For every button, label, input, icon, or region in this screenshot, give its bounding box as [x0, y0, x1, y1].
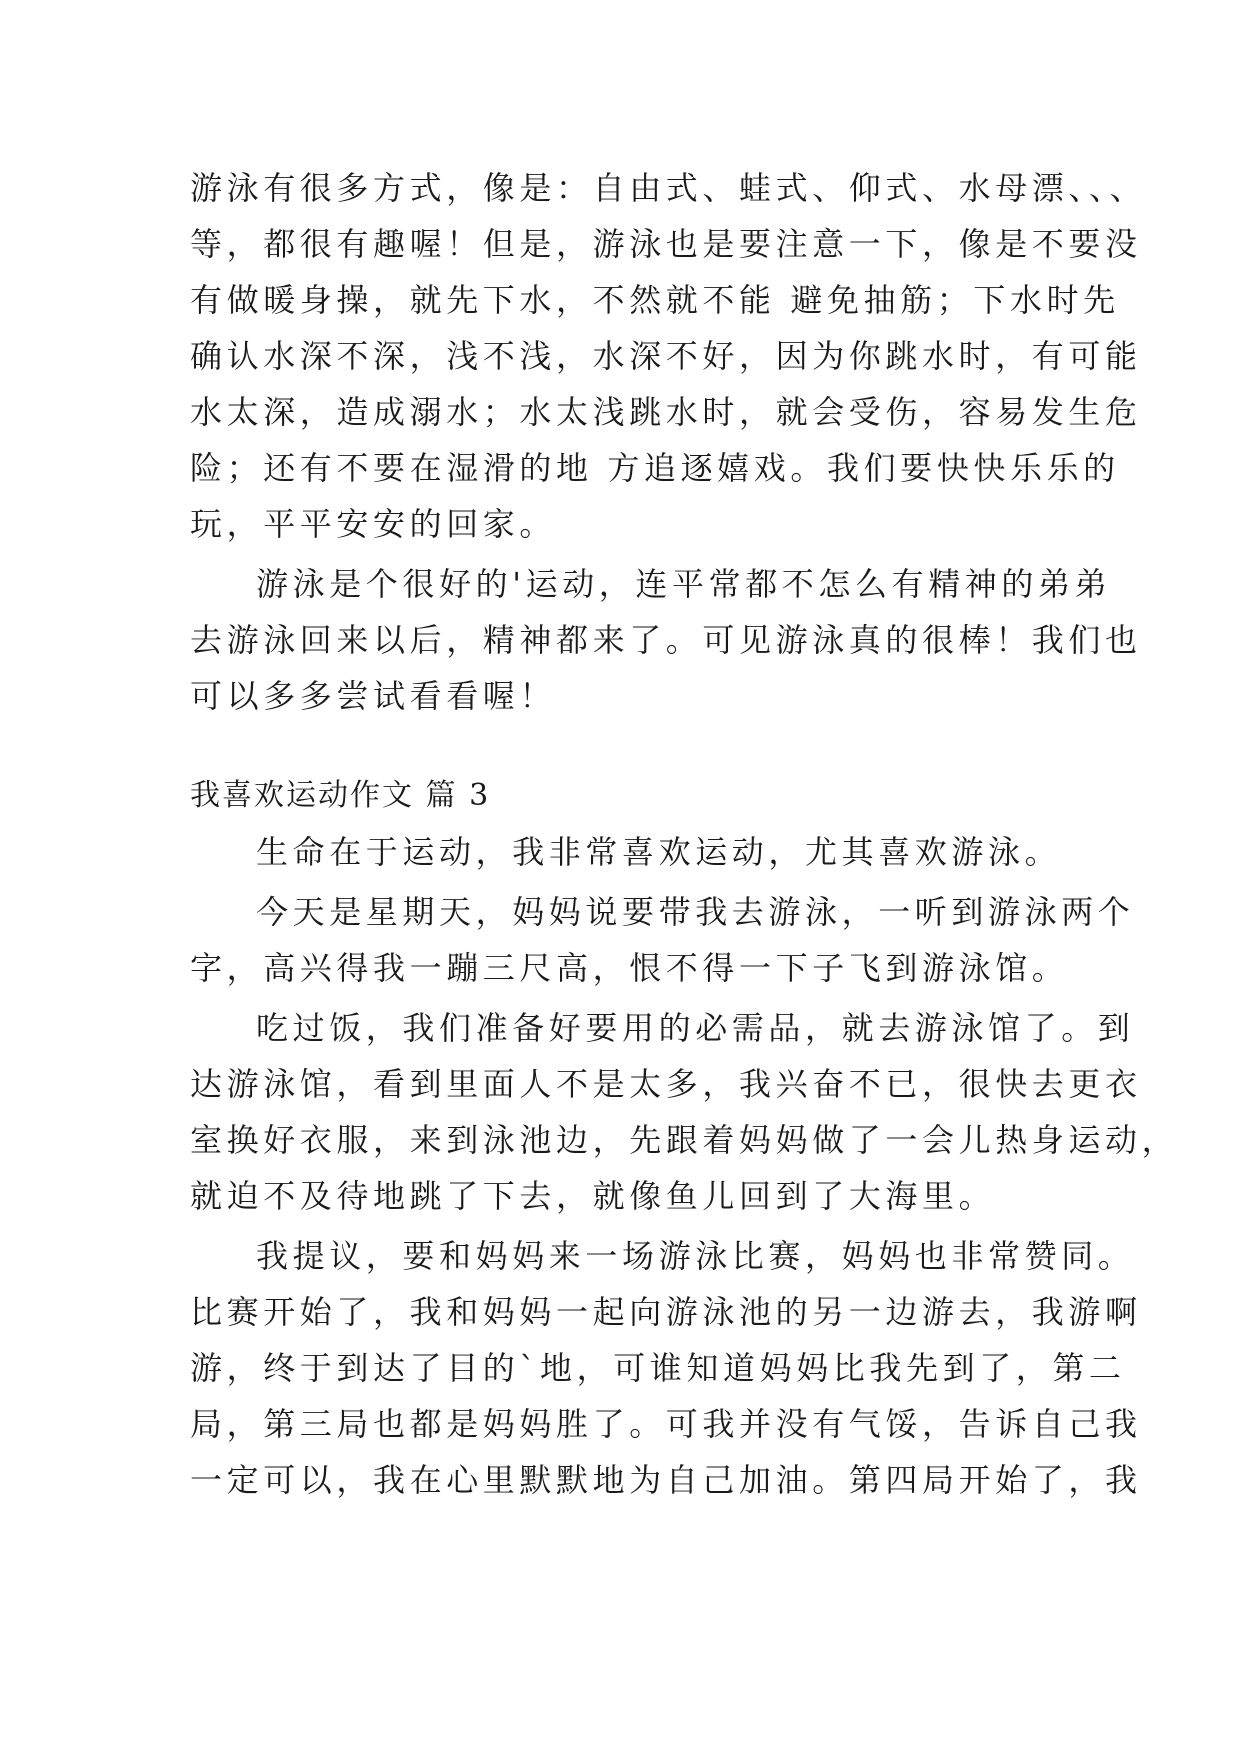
text-line: 水太深，造成溺水；水太浅跳水时，就会受伤，容易发生危 — [190, 393, 1142, 431]
text-line: 玩，平平安安的回家。 — [190, 505, 557, 543]
text-line: 险；还有不要在湿滑的地 方追逐嬉戏。我们要快快乐乐的 — [190, 449, 1120, 487]
paragraph — [190, 160, 1147, 552]
paragraph — [190, 1228, 1142, 1508]
paragraph — [190, 1000, 1179, 1224]
document-page — [190, 160, 1179, 1508]
text-line: 我提议，要和妈妈来一场游泳比赛，妈妈也非常赞同。 — [256, 1237, 1135, 1275]
text-line: 游，终于到达了目的`地，可谁知道妈妈比我先到了，第二 — [190, 1349, 1126, 1387]
text-line: 确认水深不深，浅不浅，水深不好，因为你跳水时，有可能 — [190, 337, 1142, 375]
section-heading: 我喜欢运动作文 篇 3 — [190, 778, 491, 813]
text-line: 吃过饭，我们准备好要用的必需品，就去游泳馆了。到 — [256, 1009, 1135, 1047]
text-line: 室换好衣服，来到泳池边，先跟着妈妈做了一会儿热身运动， — [190, 1121, 1179, 1159]
text-line: 字，高兴得我一蹦三尺高，恨不得一下子飞到游泳馆。 — [190, 949, 1069, 987]
text-line: 游泳是个很好的'运动，连平常都不怎么有精神的弟弟 — [256, 565, 1112, 603]
text-line: 今天是星期天，妈妈说要带我去游泳，一听到游泳两个 — [256, 893, 1135, 931]
text-line: 一定可以，我在心里默默地为自己加油。第四局开始了，我 — [190, 1461, 1142, 1499]
text-line: 可以多多尝试看看喔！ — [190, 677, 557, 715]
text-line: 等，都很有趣喔！但是，游泳也是要注意一下，像是不要没 — [190, 225, 1142, 263]
text-line: 游泳有很多方式，像是：自由式、蛙式、仰式、水母漂、、、 — [190, 169, 1147, 207]
text-line: 有做暖身操，就先下水，不然就不能 避免抽筋；下水时先 — [190, 281, 1120, 319]
text-line: 达游泳馆，看到里面人不是太多，我兴奋不已，很快去更衣 — [190, 1065, 1142, 1103]
text-line: 去游泳回来以后，精神都来了。可见游泳真的很棒！我们也 — [190, 621, 1142, 659]
text-line: 局，第三局也都是妈妈胜了。可我并没有气馁，告诉自己我 — [190, 1405, 1142, 1443]
text-line: 比赛开始了，我和妈妈一起向游泳池的另一边游去，我游啊 — [190, 1293, 1142, 1331]
paragraph — [190, 824, 1070, 880]
text-line: 就迫不及待地跳了下去，就像鱼儿回到了大海里。 — [190, 1177, 996, 1215]
paragraph — [190, 884, 1135, 996]
text-line: 生命在于运动，我非常喜欢运动，尤其喜欢游泳。 — [256, 833, 1062, 871]
paragraph — [190, 556, 1142, 724]
